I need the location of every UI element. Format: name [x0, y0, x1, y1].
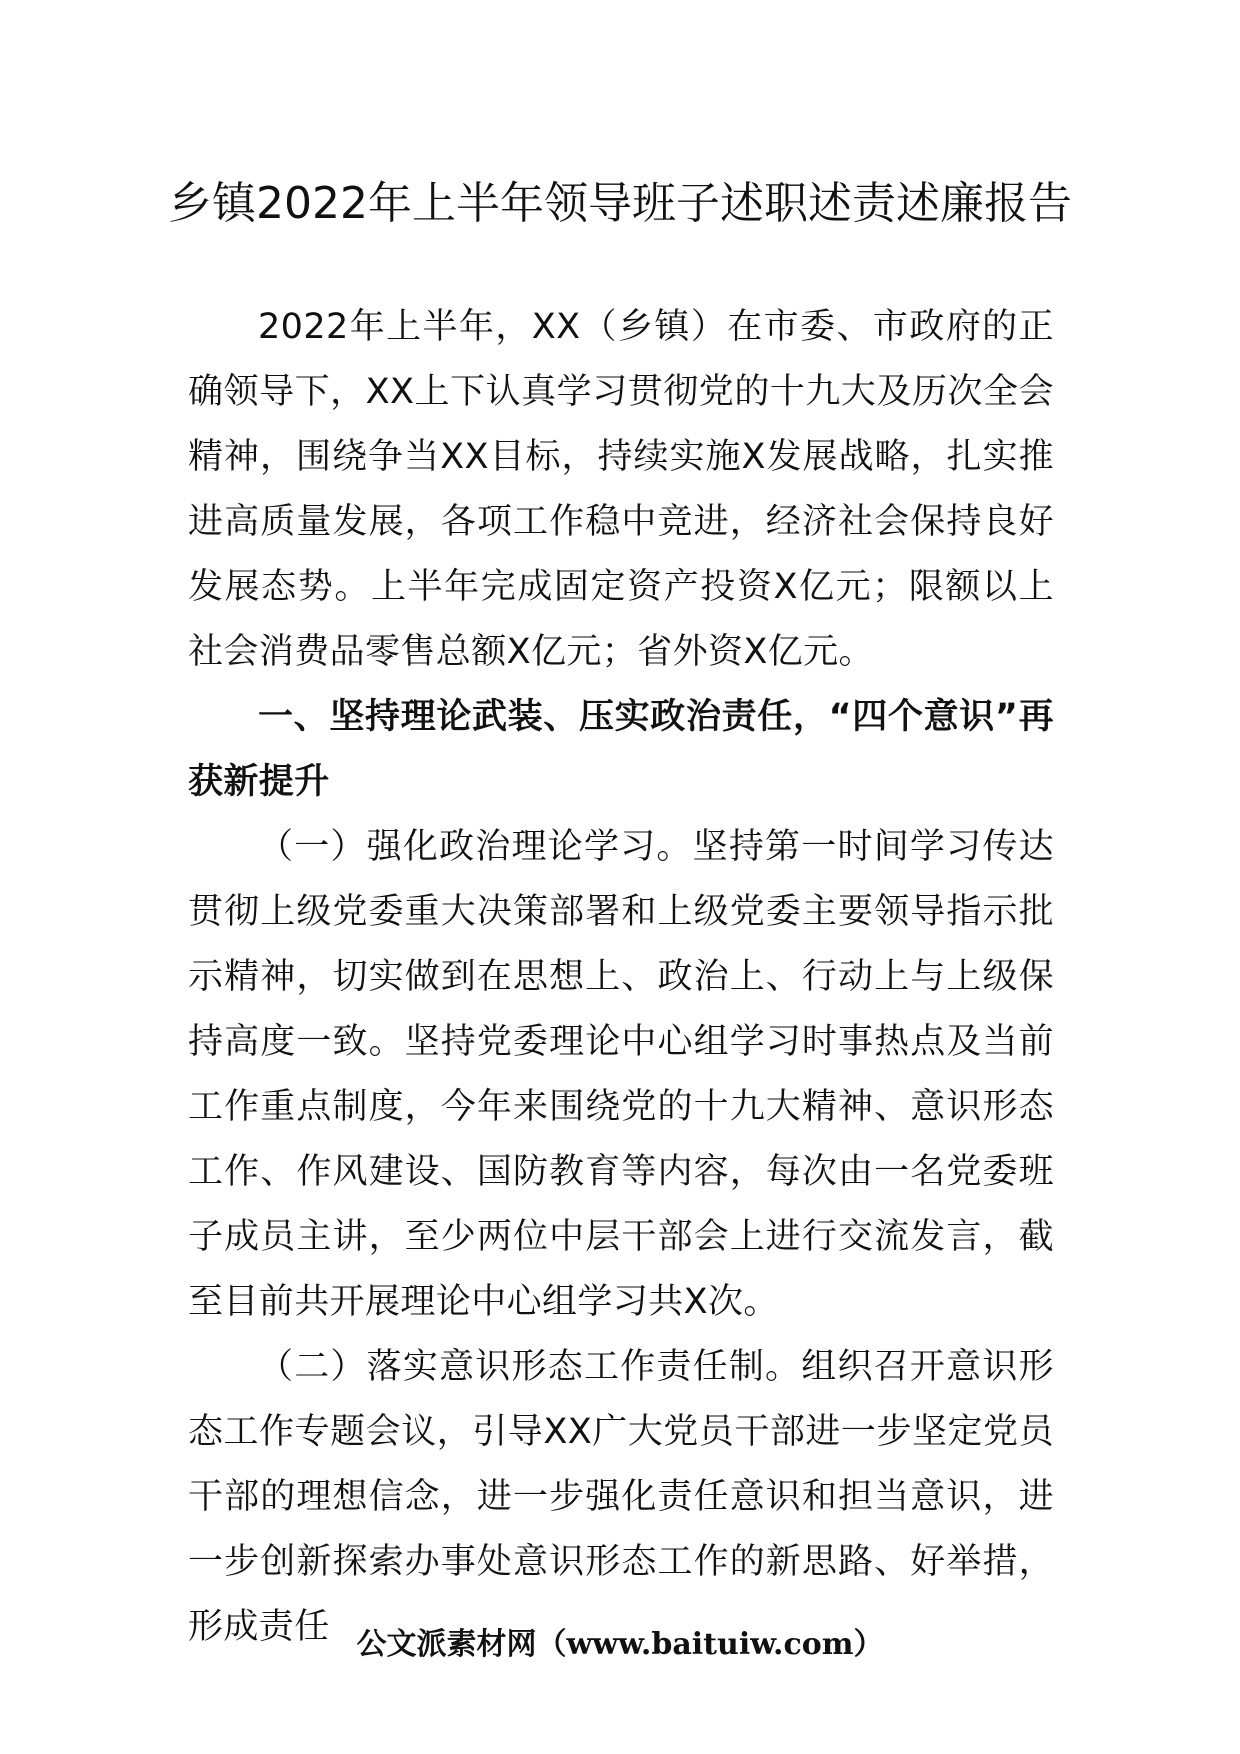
paragraph-intro: 2022年上半年，XX（乡镇）在市委、市政府的正确领导下，XX上下认真学习贯彻党的十九大及历次全会精神，围绕争当XX目标，持续实施X发展战略，扎实推进高质量发展，各项工作稳中竞进，经济社会保持良好发展态势。上半年完成固定资产投资X亿元；限额以上社会消费品零售总额X亿元；省外资X亿元。: [188, 307, 1054, 672]
footer-watermark: 公文派素材网（www.baituiw.com）: [356, 1627, 884, 1662]
document-body: [188, 295, 1054, 1660]
section-heading-1: 一、坚持理论武装、压实政治责任，“四个意识”再获新提升: [188, 697, 1054, 802]
document-title: 乡镇2022年上半年领导班子述职述责述廉报告: [168, 178, 1072, 229]
paragraph-subsection-1: （一）强化政治理论学习。坚持第一时间学习传达贯彻上级党委重大决策部署和上级党委主要领导指示批示精神，切实做到在思想上、政治上、行动上与上级保持高度一致。坚持党委理论中心组学习时事热点及当前工作重点制度，今年来围绕党的十九大精神、意识形态工作、作风建设、国防教育等内容，每次由一名党委班子成员主讲，至少两位中层干部会上进行交流发言，截至目前共开展理论中心组学习共X次。: [188, 827, 1054, 1322]
paragraph-subsection-2: （二）落实意识形态工作责任制。组织召开意识形态工作专题会议，引导XX广大党员干部进一步坚定党员干部的理想信念，进一步强化责任意识和担当意识，进一步创新探索办事处意识形态工作的新思路、好举措，形成责任: [188, 1347, 1054, 1647]
